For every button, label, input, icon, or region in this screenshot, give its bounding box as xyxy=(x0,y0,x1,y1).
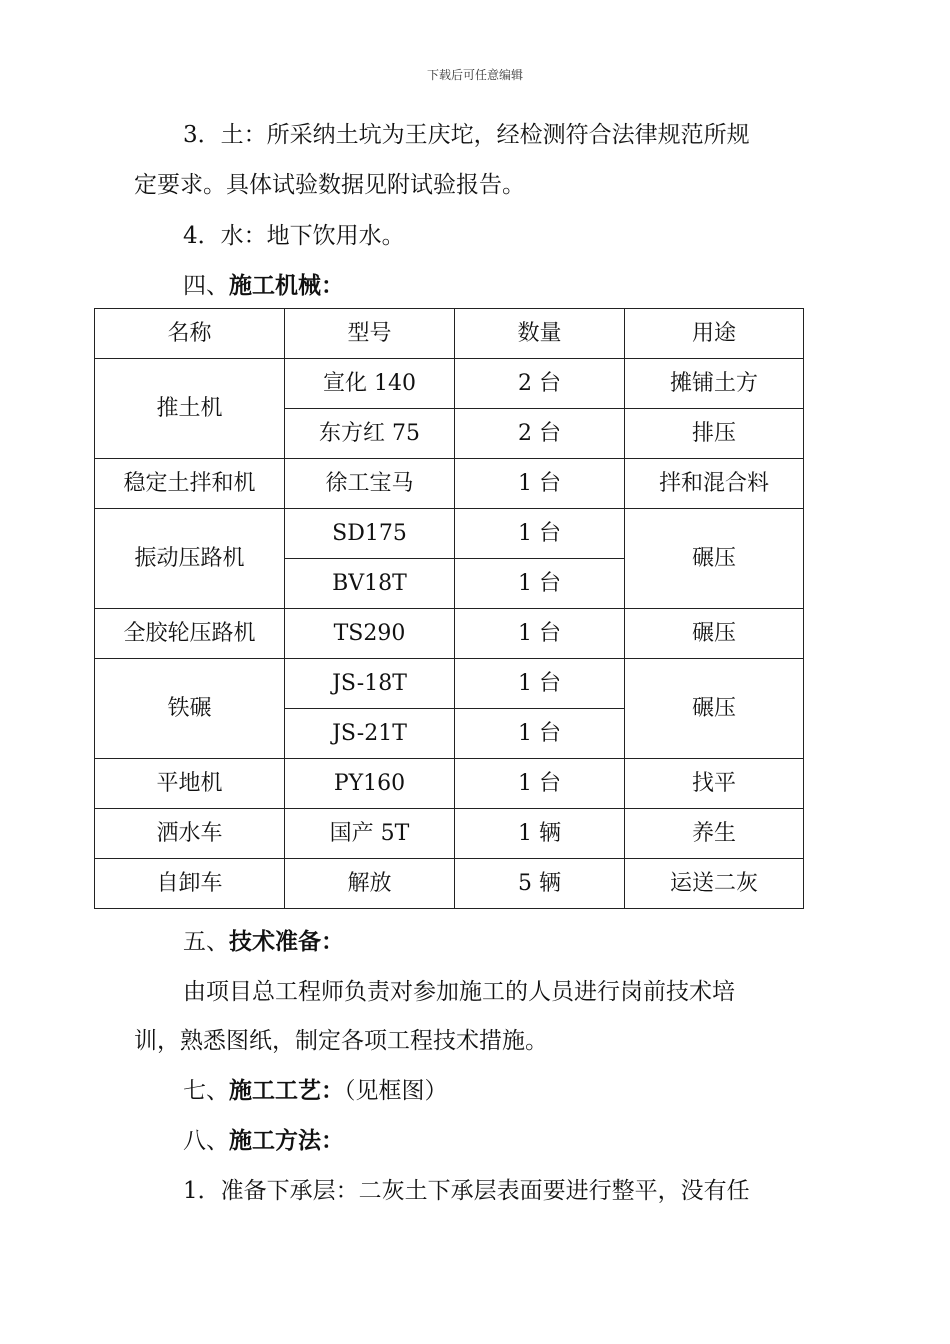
machine-model: PY160 xyxy=(285,759,455,809)
table-row xyxy=(95,459,804,509)
machine-quantity: 1 台 xyxy=(455,659,625,709)
machine-quantity: 2 台 xyxy=(455,409,625,459)
heading-machinery xyxy=(183,271,344,301)
machine-quantity: 2 台 xyxy=(455,359,625,409)
table-header-cell: 数量 xyxy=(455,309,625,359)
heading-title: 技术准备： xyxy=(229,928,344,955)
page-header: 下载后可任意编辑 xyxy=(426,68,523,82)
machine-model: 徐工宝马 xyxy=(285,459,455,509)
machine-name: 振动压路机 xyxy=(95,509,285,609)
machine-quantity: 1 台 xyxy=(455,509,625,559)
machine-quantity: 1 台 xyxy=(455,459,625,509)
machine-use: 运送二灰 xyxy=(625,859,804,909)
paragraph-soil-cont: 定要求。具体试验数据见附试验报告。 xyxy=(134,172,525,198)
machine-model: SD175 xyxy=(285,509,455,559)
machine-name: 洒水车 xyxy=(95,809,285,859)
heading-number: 五、 xyxy=(183,929,229,955)
paragraph-soil: 3．土：所采纳土坑为王庆坨，经检测符合法律规范所规 xyxy=(183,122,750,148)
paragraph-tech-prep-cont: 训，熟悉图纸，制定各项工程技术措施。 xyxy=(134,1028,548,1054)
heading-title: 施工机械： xyxy=(229,272,344,299)
machine-model: TS290 xyxy=(285,609,455,659)
machine-use: 拌和混合料 xyxy=(625,459,804,509)
heading-tech-prep xyxy=(183,927,344,957)
machinery-table xyxy=(94,308,804,909)
machine-model: JS-21T xyxy=(285,709,455,759)
machine-quantity: 5 辆 xyxy=(455,859,625,909)
machine-use: 养生 xyxy=(625,809,804,859)
machine-model: 解放 xyxy=(285,859,455,909)
machine-model: JS-18T xyxy=(285,659,455,709)
machine-model: 宣化 140 xyxy=(285,359,455,409)
table-row xyxy=(95,759,804,809)
table-row xyxy=(95,609,804,659)
machine-use: 碾压 xyxy=(625,659,804,759)
machine-use: 摊铺土方 xyxy=(625,359,804,409)
heading-number: 七、 xyxy=(183,1078,229,1104)
table-row xyxy=(95,809,804,859)
machine-model: 东方红 75 xyxy=(285,409,455,459)
machine-quantity: 1 台 xyxy=(455,759,625,809)
table-row xyxy=(95,859,804,909)
table-row xyxy=(95,359,804,409)
machine-quantity: 1 台 xyxy=(455,709,625,759)
table-header-cell: 型号 xyxy=(285,309,455,359)
heading-note: （见框图） xyxy=(344,1078,448,1104)
machine-name: 稳定土拌和机 xyxy=(95,459,285,509)
machine-name: 自卸车 xyxy=(95,859,285,909)
heading-number: 八、 xyxy=(183,1128,229,1154)
heading-number: 四、 xyxy=(183,273,229,299)
machine-name: 铁碾 xyxy=(95,659,285,759)
machine-quantity: 1 台 xyxy=(455,609,625,659)
paragraph-method: 1．准备下承层：二灰土下承层表面要进行整平，没有任 xyxy=(183,1178,750,1204)
table-row xyxy=(95,509,804,559)
paragraph-water: 4．水：地下饮用水。 xyxy=(183,223,405,249)
heading-method xyxy=(183,1126,344,1156)
table-header-cell: 用途 xyxy=(625,309,804,359)
machine-quantity: 1 辆 xyxy=(455,809,625,859)
machine-use: 找平 xyxy=(625,759,804,809)
machine-model: BV18T xyxy=(285,559,455,609)
machine-quantity: 1 台 xyxy=(455,559,625,609)
paragraph-tech-prep: 由项目总工程师负责对参加施工的人员进行岗前技术培 xyxy=(183,979,735,1005)
machine-model: 国产 5T xyxy=(285,809,455,859)
machine-name: 推土机 xyxy=(95,359,285,459)
table-header-row xyxy=(95,309,804,359)
machine-name: 全胶轮压路机 xyxy=(95,609,285,659)
machine-name: 平地机 xyxy=(95,759,285,809)
heading-title: 施工工艺： xyxy=(229,1077,344,1104)
table-header-cell: 名称 xyxy=(95,309,285,359)
machine-use: 排压 xyxy=(625,409,804,459)
heading-process xyxy=(183,1076,448,1106)
heading-title: 施工方法： xyxy=(229,1127,344,1154)
machine-use: 碾压 xyxy=(625,609,804,659)
table-row xyxy=(95,659,804,709)
machine-use: 碾压 xyxy=(625,509,804,609)
